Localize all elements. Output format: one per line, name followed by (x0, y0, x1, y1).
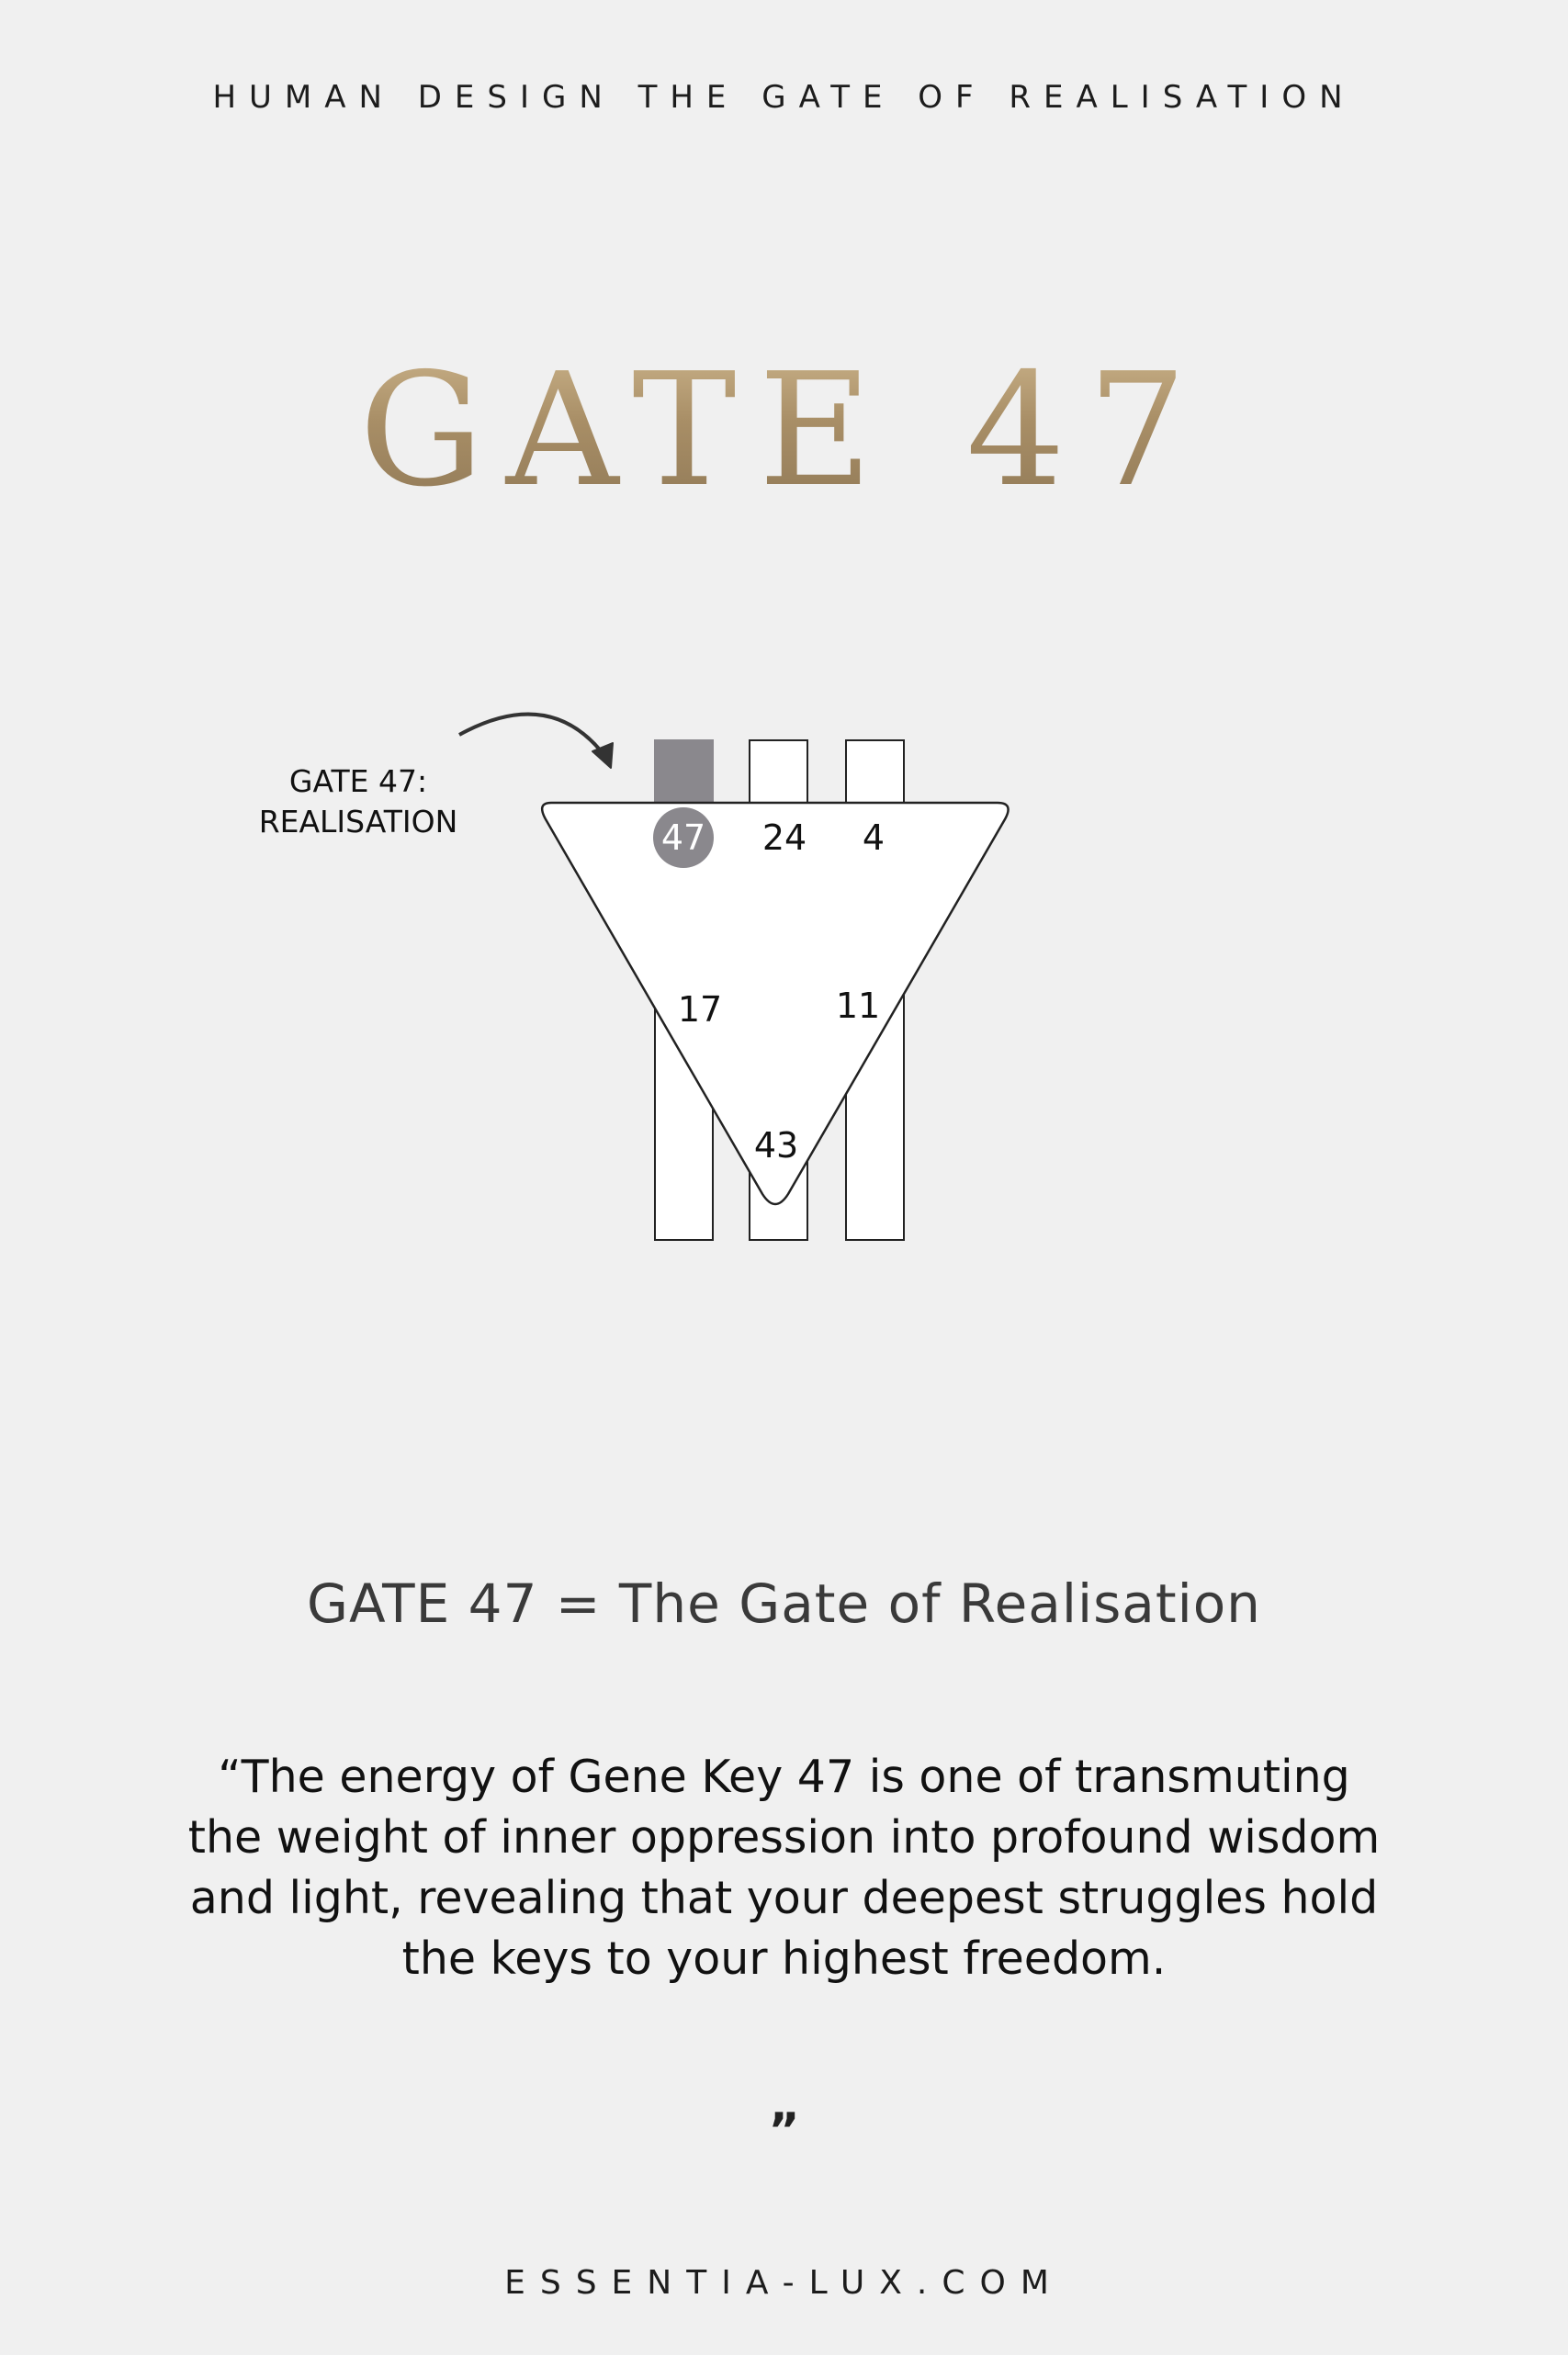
annotation-arrow-curve (459, 715, 606, 758)
channel-bar-gate-24 (750, 740, 807, 803)
annotation-line-1: GATE 47: (288, 763, 428, 799)
gate-definition-heading: GATE 47 = The Gate of Realisation (307, 1572, 1261, 1635)
channel-bar-gate-4 (846, 740, 904, 803)
gate-number-11: 11 (835, 986, 881, 1026)
gate-number-47: 47 (660, 817, 706, 858)
channel-bar-gate-47 (655, 740, 713, 803)
footer-site-label: ESSENTIA-LUX.COM (504, 2264, 1064, 2302)
annotation-line-2: REALISATION (258, 804, 458, 839)
page-header-label: HUMAN DESIGN THE GATE OF REALISATION (212, 79, 1356, 116)
gate-number-24: 24 (761, 817, 807, 858)
gene-key-quote: “The energy of Gene Key 47 is one of transmuting the weight of inner oppression into profound wisdom and light, revealing that your deepest struggles hold the keys to your highest freedom. (187, 1751, 1381, 1985)
gate-number-4: 4 (862, 817, 886, 858)
gate-number-17: 17 (677, 989, 723, 1030)
gate-number-43: 43 (753, 1125, 799, 1166)
hero-title: GATE 47 (0, 340, 1568, 522)
quote-closing-mark: ” (768, 2103, 800, 2158)
